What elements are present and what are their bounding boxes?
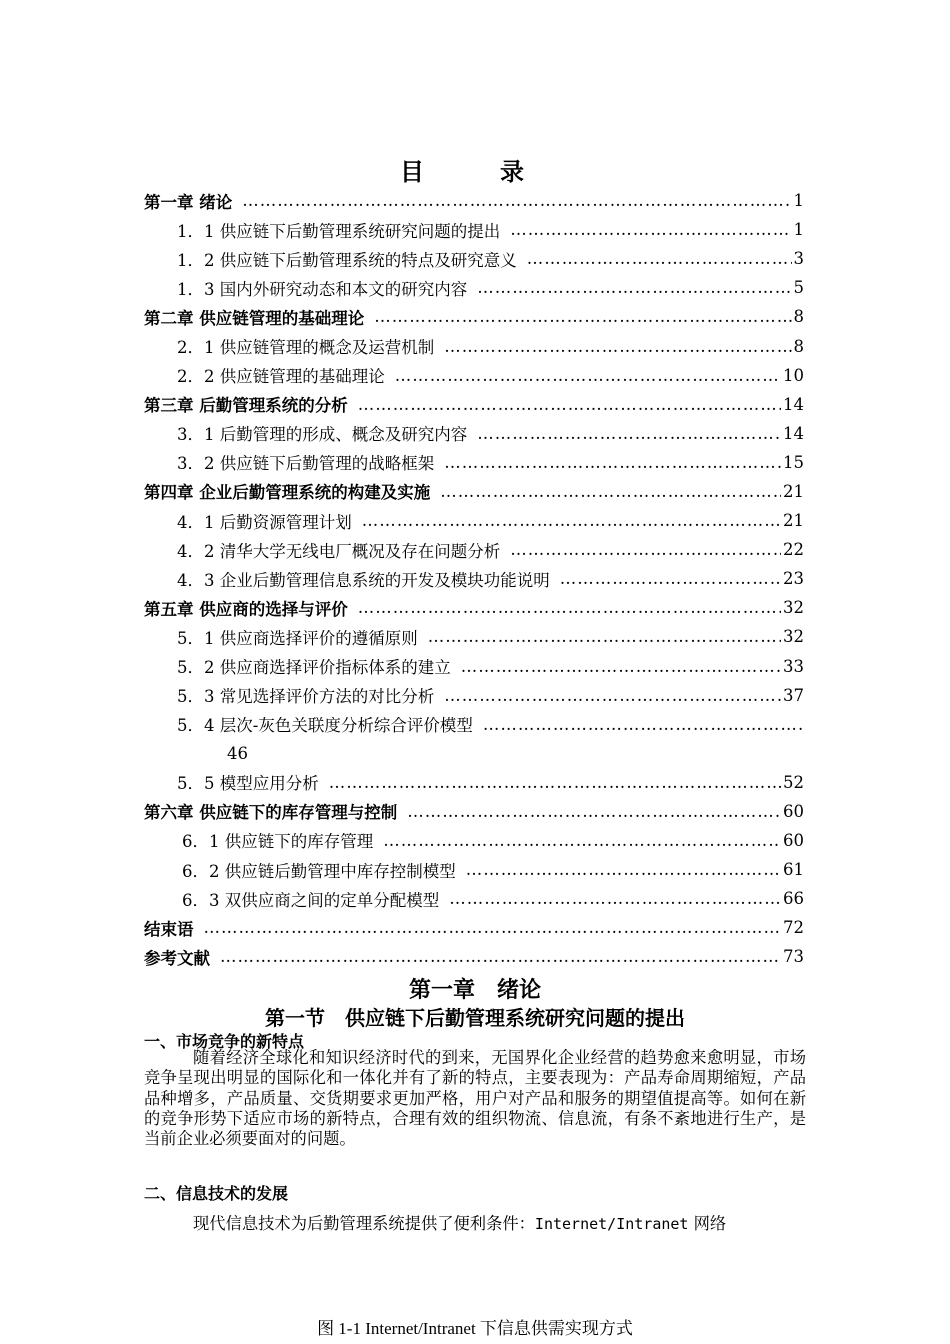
toc-leader-dots (220, 947, 781, 966)
heading-market-competition: 一、市场竞争的新特点 (144, 1032, 305, 1051)
heading-information-technology: 二、信息技术的发展 (144, 1184, 289, 1203)
toc-entry (144, 331, 804, 360)
toc-leader-dots (449, 889, 781, 908)
toc-entry-page: 37 (783, 685, 804, 705)
toc-entry-title: 5．4 层次-灰色关联度分析综合评价模型 (177, 716, 473, 736)
toc-entry-title: 5．1 供应商选择评价的遵循原则 (177, 628, 418, 648)
toc-entry-page: 14 (783, 394, 804, 414)
toc-entry (144, 535, 804, 564)
toc-leader-dots (395, 366, 781, 385)
toc-entry (144, 390, 804, 419)
toc-entry-title: 4．2 清华大学无线电厂概况及存在问题分析 (177, 541, 501, 561)
toc-entry-page: 46 (227, 743, 248, 763)
toc-entry (144, 826, 804, 855)
toc-entry-title: 6．3 双供应商之间的定单分配模型 (182, 890, 440, 910)
toc-entry-title: 2．1 供应链管理的概念及运营机制 (177, 338, 435, 358)
toc-leader-dots (358, 395, 781, 414)
toc-entry-title: 6．2 供应链后勤管理中库存控制模型 (182, 861, 456, 881)
toc-entry (144, 710, 804, 768)
toc-entry-title: 3．1 后勤管理的形成、概念及研究内容 (177, 425, 468, 445)
toc-leader-dots (560, 569, 781, 588)
toc-entry (144, 244, 804, 273)
toc-leader-dots (444, 337, 791, 356)
toc-entry-title: 第四章 企业后勤管理系统的构建及实施 (144, 483, 431, 503)
toc-entry-page: 33 (783, 656, 804, 676)
toc-entry-title: 1．2 供应链下后勤管理系统的特点及研究意义 (177, 250, 517, 270)
paragraph-market-competition: 随着经济全球化和知识经济时代的到来，无国界化企业经营的趋势愈来愈明显，市场竞争呈现出明显的国际化和一体化并有了新的特点，主要表现为：产品寿命周期缩短，产品品种增多，产品质量、交货期要求更加严格，用户对产品和服务的期望值提高等。如何在新的竞争形势下适应市场的新特点，合理有效的组织物流、信息流，有条不紊地进行生产，是当前企业必须要面对的问题。 (144, 1048, 806, 1149)
toc-entry-title: 第二章 供应链管理的基础理论 (144, 308, 365, 328)
toc-entry (144, 913, 804, 942)
toc-entry-page: 72 (783, 918, 804, 938)
toc-entry (144, 302, 804, 331)
toc-entry (144, 652, 804, 681)
toc-leader-dots (510, 220, 791, 239)
toc-entry-page: 52 (783, 772, 804, 792)
toc-entry-title: 第三章 后勤管理系统的分析 (144, 396, 348, 416)
toc-list (144, 186, 804, 971)
toc-entry-title: 1．3 国内外研究动态和本文的研究内容 (177, 279, 468, 299)
toc-entry (144, 273, 804, 302)
toc-entry-title: 4．1 后勤资源管理计划 (177, 512, 352, 532)
toc-leader-dots (477, 424, 781, 443)
toc-entry-title: 1．1 供应链下后勤管理系统研究问题的提出 (177, 221, 501, 241)
toc-entry (144, 622, 804, 651)
toc-entry-page: 60 (783, 801, 804, 821)
toc-entry-page: 22 (783, 540, 804, 560)
section-title: 第一节 供应链下后勤管理系统研究问题的提出 (265, 1006, 685, 1030)
toc-entry-page: 60 (783, 830, 804, 850)
paragraph-information-technology (144, 1210, 806, 1234)
toc-entry-title: 5．3 常见选择评价方法的对比分析 (177, 687, 435, 707)
toc-entry-page: 3 (793, 249, 804, 269)
toc-entry (144, 797, 804, 826)
toc-entry (144, 215, 804, 244)
toc-leader-dots (527, 249, 792, 268)
toc-leader-dots (407, 802, 781, 821)
toc-leader-dots (477, 278, 791, 297)
paragraph-text-end: 网络 (688, 1214, 727, 1233)
toc-leader-dots (374, 307, 791, 326)
toc-entry-page: 61 (783, 860, 804, 880)
toc-leader-dots (329, 773, 781, 792)
toc-leader-dots (461, 657, 781, 676)
toc-entry-page: 21 (783, 481, 804, 501)
toc-entry-page: 32 (783, 627, 804, 647)
toc-entry-page: 23 (783, 569, 804, 589)
toc-entry (144, 186, 804, 215)
toc-entry (144, 564, 804, 593)
toc-entry (144, 419, 804, 448)
toc-entry-title: 结束语 (144, 919, 194, 939)
toc-leader-dots (358, 598, 781, 617)
toc-leader-dots (428, 627, 781, 646)
toc-entry (144, 506, 804, 535)
toc-entry-page: 10 (783, 365, 804, 385)
toc-entry-title: 4．3 企业后勤管理信息系统的开发及模块功能说明 (177, 570, 550, 590)
toc-entry-page: 73 (783, 947, 804, 967)
toc-entry (144, 855, 804, 884)
toc-leader-dots (242, 191, 791, 210)
toc-entry-page: 66 (783, 889, 804, 909)
toc-entry-page: 1 (793, 220, 804, 240)
toc-leader-dots (510, 540, 781, 559)
paragraph-text: 现代信息技术为后勤管理系统提供了便利条件： (193, 1214, 535, 1233)
figure-caption: 图 1-1 Internet/Intranet 下信息供需实现方式 (317, 1319, 633, 1338)
toc-entry-title: 5．5 模型应用分析 (177, 774, 319, 794)
toc-entry (144, 448, 804, 477)
toc-entry-title: 6．1 供应链下的库存管理 (182, 832, 374, 852)
toc-entry-title: 第五章 供应商的选择与评价 (144, 599, 348, 619)
toc-leader-dots (383, 831, 781, 850)
chapter-title: 第一章 绪论 (408, 977, 541, 1003)
toc-leader-dots (204, 918, 782, 937)
toc-entry (144, 361, 804, 390)
toc-leader-dots (440, 482, 781, 501)
toc-entry-title: 参考文献 (144, 948, 210, 968)
toc-entry (144, 477, 804, 506)
toc-entry-line (177, 710, 804, 739)
toc-leader-dots (483, 715, 804, 734)
toc-leader-dots (362, 511, 781, 530)
toc-entry (144, 942, 804, 971)
toc-entry-page: 15 (783, 452, 804, 472)
toc-leader-dots (466, 860, 781, 879)
toc-entry-page: 32 (783, 598, 804, 618)
toc-entry-page: 8 (793, 307, 804, 327)
toc-entry-page: 8 (793, 336, 804, 356)
toc-entry-title: 3．2 供应链下后勤管理的战略框架 (177, 454, 435, 474)
toc-entry-page: 21 (783, 511, 804, 531)
toc-entry (144, 768, 804, 797)
toc-entry-title: 2．2 供应链管理的基础理论 (177, 367, 385, 387)
toc-leader-dots (444, 686, 781, 705)
toc-entry-title: 5．2 供应商选择评价指标体系的建立 (177, 658, 451, 678)
paragraph-term: Internet/Intranet (534, 1215, 689, 1233)
toc-title: 目 录 (400, 157, 550, 186)
toc-entry (144, 884, 804, 913)
toc-entry-page: 5 (793, 278, 804, 298)
toc-leader-dots (444, 453, 781, 472)
toc-entry-title: 第六章 供应链下的库存管理与控制 (144, 803, 398, 823)
toc-entry-page: 14 (783, 423, 804, 443)
toc-entry-page: 1 (793, 191, 804, 211)
toc-entry (144, 681, 804, 710)
toc-entry (144, 593, 804, 622)
toc-entry-title: 第一章 绪论 (144, 192, 233, 212)
